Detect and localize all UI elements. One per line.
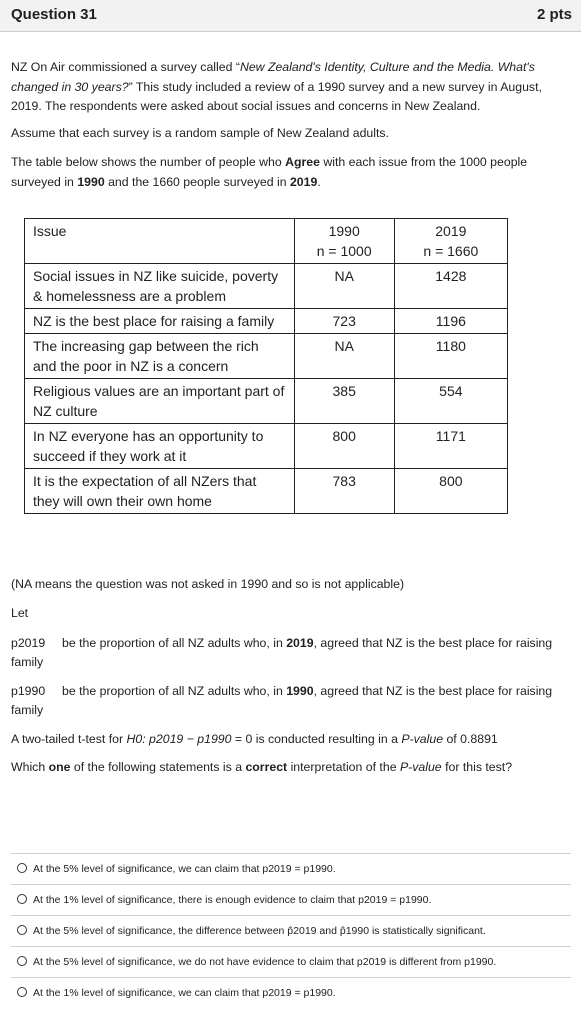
na-note: (NA means the question was not asked in 1990 and so is not applicable): [11, 577, 405, 591]
let-label: Let: [11, 606, 29, 620]
table-row: Social issues in NZ like suicide, poverty & homelessness are a problem NA 1428: [25, 264, 508, 309]
table-row: In NZ everyone has an opportunity to succeed if they work at it 800 1171: [25, 424, 508, 469]
answer-option[interactable]: At the 5% level of significance, we can claim that p2019 = p1990.: [11, 853, 571, 884]
radio-button-icon[interactable]: [17, 863, 27, 873]
definition-p2019: p2019 be the proportion of all NZ adults who, in 2019, agreed that NZ is the best place for raising family: [11, 636, 553, 669]
table-row: NZ is the best place for raising a family 723 1196: [25, 309, 508, 334]
ttest-statement: A two-tailed t-test for H0: p2019 − p1990 = 0 is conducted resulting in a P-value of 0.8891: [11, 732, 498, 746]
question-header: [0, 0, 581, 32]
intro-paragraph: NZ On Air commissioned a survey called “New Zealand's Identity, Culture and the Media. What's changed in 30 years?” This study included a review of a 1990 survey and a new survey in August, 2019. The respondents were asked about social issues and concerns in New Zealand.: [11, 60, 542, 113]
symbol-p1990: p1990: [11, 684, 46, 698]
radio-button-icon[interactable]: [17, 987, 27, 997]
survey-table: [24, 218, 508, 514]
table-row: Religious values are an important part of NZ culture 385 554: [25, 379, 508, 424]
symbol-p2019: p2019: [11, 636, 46, 650]
assumption-paragraph: Assume that each survey is a random sample of New Zealand adults.: [11, 126, 389, 140]
header-2019: 2019 n = 1660: [394, 219, 507, 264]
table-row: It is the expectation of all NZers that they will own their own home 783 800: [25, 469, 508, 514]
table-header-row: [25, 219, 508, 264]
header-issue: Issue: [25, 219, 295, 264]
header-1990: 1990 n = 1000: [294, 219, 394, 264]
answer-option[interactable]: At the 5% level of significance, the difference between p̂2019 and p̂1990 is statistically significant.: [11, 915, 571, 946]
answer-option[interactable]: At the 1% level of significance, there is enough evidence to claim that p2019 = p1990.: [11, 884, 571, 915]
table-row: The increasing gap between the rich and the poor in NZ is a concern NA 1180: [25, 334, 508, 379]
radio-button-icon[interactable]: [17, 956, 27, 966]
radio-button-icon[interactable]: [17, 925, 27, 935]
table-description: The table below shows the number of people who Agree with each issue from the 1000 people surveyed in 1990 and the 1660 people surveyed in 2019.: [11, 155, 528, 189]
question-title: Question 31: [11, 6, 97, 23]
definition-p1990: p1990 be the proportion of all NZ adults who, in 1990, agreed that NZ is the best place for raising family: [11, 684, 553, 717]
radio-button-icon[interactable]: [17, 894, 27, 904]
question-points: 2 pts: [536, 6, 572, 23]
question-prompt: Which one of the following statements is a correct interpretation of the P-value for this test?: [11, 760, 513, 774]
answer-option[interactable]: At the 1% level of significance, we can claim that p2019 = p1990.: [11, 977, 571, 1008]
answer-options: [11, 853, 571, 1008]
answer-option[interactable]: At the 5% level of significance, we do not have evidence to claim that p2019 is different from p1990.: [11, 946, 571, 977]
